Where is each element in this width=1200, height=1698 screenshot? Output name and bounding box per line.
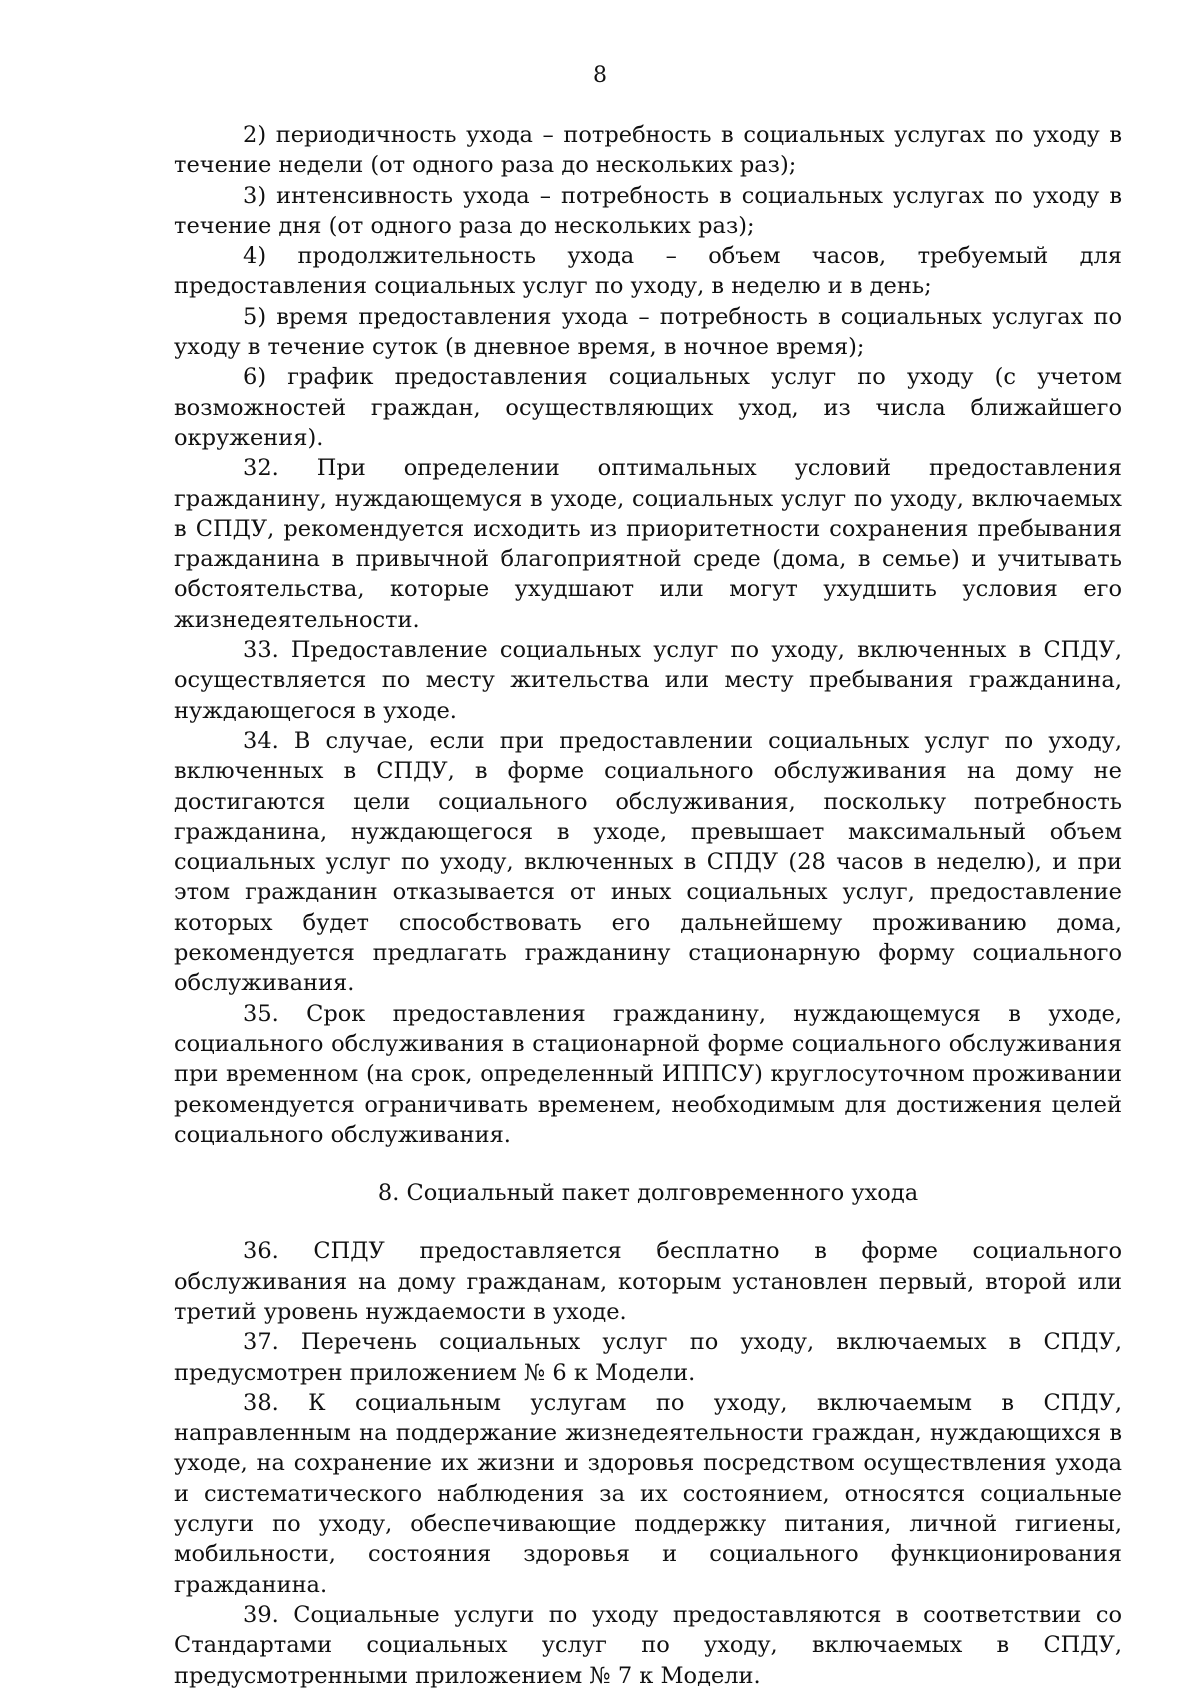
section-heading: 8. Социальный пакет долговременного ухода: [377, 1180, 919, 1207]
paragraph-39: 39. Социальные услуги по уходу предоставляются в соответствии со Стандартами социальных услуг по уходу, включаемых в СПДУ, предусмотренными приложением № 7 к Модели.: [174, 1601, 1122, 1689]
paragraph-37: 37. Перечень социальных услуг по уходу, включаемых в СПДУ, предусмотрен приложением № 6 к Модели.: [174, 1329, 1122, 1386]
paragraph-item-4: 4) продолжительность ухода – объем часов, требуемый для предоставления социальных услуг по уходу, в неделю и в день;: [174, 243, 1122, 300]
paragraph-item-3: 3) интенсивность ухода – потребность в социальных услугах по уходу в течение дня (от одного раза до нескольких раз);: [174, 182, 1122, 239]
paragraph-32: 32. При определении оптимальных условий предоставления гражданину, нуждающемуся в уходе, социальных услуг по уходу, включаемых в СПДУ, рекомендуется исходить из приоритетности сохранения пребывания гражданина в привычной благоприятной среде (дома, в семье) и учитывать обстоятельства, которые ухудшают или могут ухудшить условия его жизнедеятельности.: [174, 455, 1122, 633]
paragraph-item-5: 5) время предоставления ухода – потребность в социальных услугах по уходу в течение суток (в дневное время, в ночное время);: [174, 303, 1122, 361]
paragraph-34: 34. В случае, если при предоставлении социальных услуг по уходу, включенных в СПДУ, в форме социального обслуживания на дому не достигаются цели социального обслуживания, поскольку потребность гражданина, нуждающегося в уходе, превышает максимальный объем социальных услуг по уходу, включенных в СПДУ (28 часов в неделю), и при этом гражданин отказывается от иных социальных услуг, предоставление которых будет способствовать его дальнейшему проживанию дома, рекомендуется предлагать гражданину стационарную форму социального обслуживания.: [174, 727, 1122, 997]
paragraph-38: 38. К социальным услугам по уходу, включаемым в СПДУ, направленным на поддержание жизнедеятельности граждан, нуждающихся в уходе, на сохранение их жизни и здоровья посредством осуществления ухода и систематического наблюдения за их состоянием, относятся социальные услуги по уходу, обеспечивающие поддержку питания, личной гигиены, мобильности, состояния здоровья и социального функционирования гражданина.: [174, 1389, 1122, 1598]
page-number: 8: [593, 63, 607, 88]
paragraph-35: 35. Срок предоставления гражданину, нуждающемуся в уходе, социального обслуживания в стационарной форме социального обслуживания при временном (на срок, определенный ИППСУ) круглосуточном проживании рекомендуется ограничивать временем, необходимым для достижения целей социального обслуживания.: [174, 1000, 1122, 1148]
paragraph-item-6: 6) график предоставления социальных услуг по уходу (с учетом возможностей граждан, осуществляющих уход, из числа ближайшего окружения).: [174, 364, 1122, 451]
document-body: [174, 120, 1122, 1691]
paragraph-item-2: 2) периодичность ухода – потребность в социальных услугах по уходу в течение недели (от одного раза до нескольких раз);: [174, 122, 1122, 179]
paragraph-33: 33. Предоставление социальных услуг по уходу, включенных в СПДУ, осуществляется по месту жительства или месту пребывания гражданина, нуждающегося в уходе.: [174, 637, 1122, 724]
paragraph-36: 36. СПДУ предоставляется бесплатно в форме социального обслуживания на дому гражданам, которым установлен первый, второй или третий уровень нуждаемости в уходе.: [174, 1238, 1122, 1325]
